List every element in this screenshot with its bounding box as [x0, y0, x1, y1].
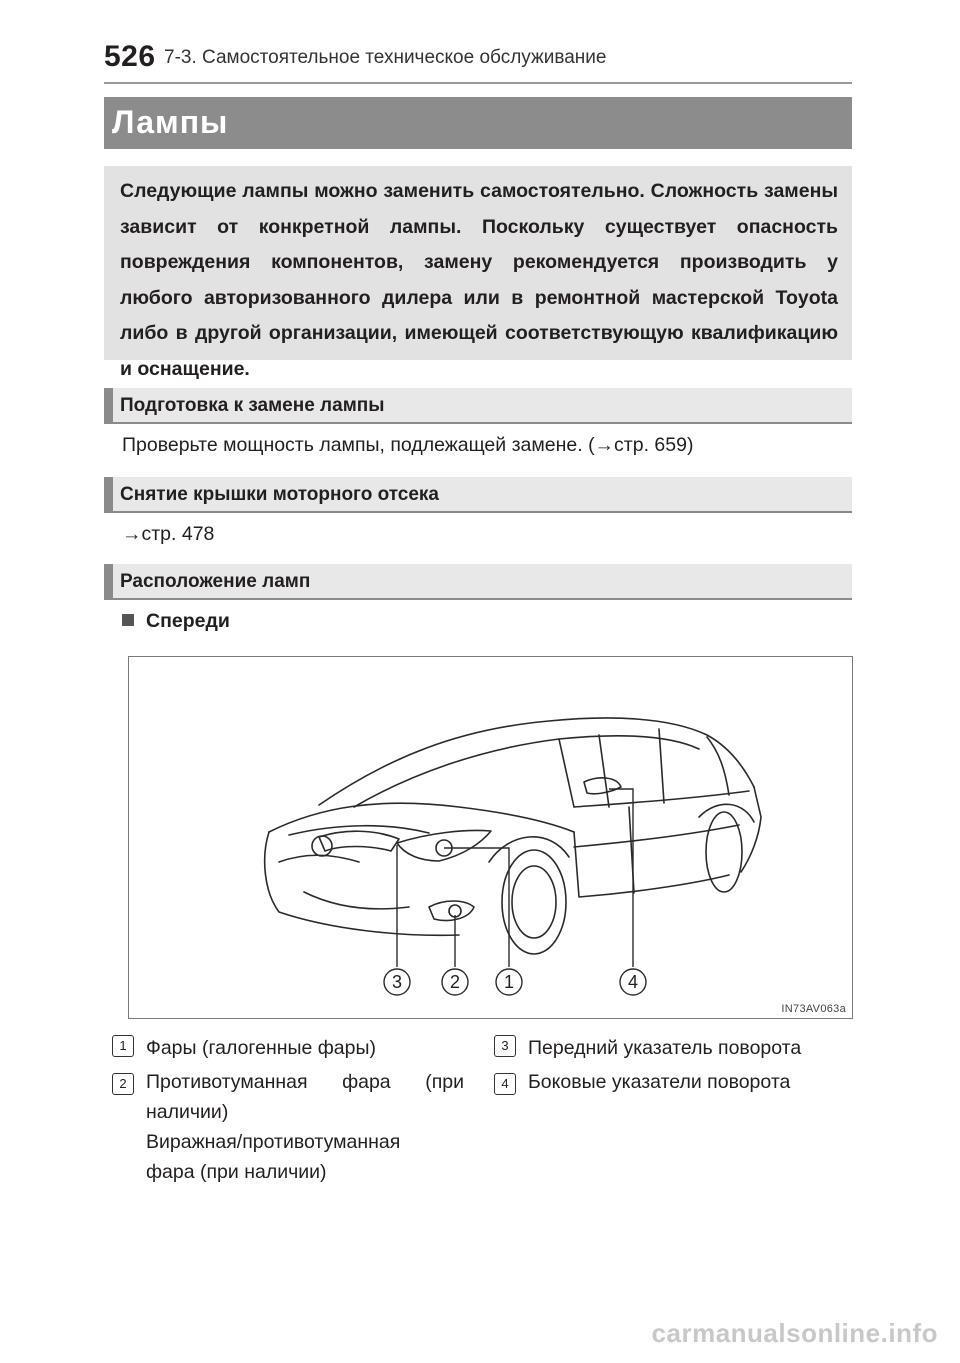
windshield-top [354, 736, 699, 807]
section-marker [104, 388, 113, 424]
front-bumper [265, 832, 459, 935]
legend-text-2-line4: фара (при наличии) [146, 1161, 327, 1183]
callout-1: 1 [503, 972, 515, 992]
illustration-code: IN73AV063a [781, 1003, 846, 1015]
page-number: 526 [104, 40, 156, 73]
hood-line [289, 826, 429, 835]
legend-number-1: 1 [112, 1035, 134, 1057]
section-header-engine-cover [104, 477, 852, 513]
callout-4: 4 [627, 972, 639, 992]
legend-text-2-line2: наличии) [146, 1101, 229, 1123]
subheading-front [122, 610, 230, 633]
section-body-preparation: Проверьте мощность лампы, подлежащей замене. (→стр. 659) [122, 434, 694, 456]
section-marker [104, 564, 113, 600]
square-bullet-icon [122, 614, 134, 626]
legend-text-3: Передний указатель поворота [528, 1037, 802, 1059]
a-pillar [559, 739, 574, 807]
rear-corner [741, 787, 761, 872]
legend-text-4: Боковые указатели поворота [528, 1071, 791, 1093]
hood-edge [269, 803, 574, 832]
section-body-engine-cover: →стр. 478 [122, 523, 215, 545]
callout-2: 2 [449, 972, 461, 992]
section-heading: Подготовка к замене лампы [120, 395, 385, 416]
legend-number-2: 2 [112, 1073, 134, 1095]
section-header-preparation [104, 388, 852, 424]
intro-text: Следующие лампы можно заменить самостоятельно. Сложность замены зависит от конкретной лампы. Поскольку существует опасность повреждения компонентов, замену рекомендуется производить у любого авторизованного дилера или в ремонтной мастерской Toyota либо в другой организации, имеющей соответствующую квалификацию и оснащение. [120, 180, 838, 380]
leader-line-1 [444, 848, 509, 967]
section-heading: Расположение ламп [120, 571, 311, 592]
lower-grille [304, 892, 409, 909]
section-marker [104, 477, 113, 513]
legend-text-2-line3: Виражная/противотуманная [146, 1131, 401, 1153]
section-header-lamp-locations [104, 564, 852, 600]
rear-wheel [706, 812, 742, 892]
legend-text-2-line1: Противотуманная фара (при [146, 1071, 464, 1093]
subheading-text: Спереди [146, 610, 230, 632]
car-drawing [129, 657, 852, 1018]
front-rim [512, 866, 556, 938]
legend-number-4: 4 [494, 1073, 516, 1095]
header-divider [104, 82, 852, 84]
page-title: Лампы [112, 104, 229, 140]
door-lower [574, 832, 729, 897]
chapter-title: 7-3. Самостоятельное техническое обслуживание [164, 47, 607, 68]
legend-number-3: 3 [494, 1035, 516, 1057]
callout-3: 3 [391, 972, 403, 992]
legend-text-1: Фары (галогенные фары) [146, 1037, 377, 1059]
roof-outline [319, 718, 754, 805]
car-illustration [128, 656, 853, 1019]
c-pillar [707, 737, 729, 795]
front-wheel-arch [489, 837, 569, 862]
side-crease [574, 825, 739, 847]
watermark: carmanualsonline.info [651, 1318, 938, 1348]
side-mirror [584, 778, 621, 794]
fog-lamp-housing [429, 901, 474, 921]
window-divider [599, 735, 609, 807]
section-heading: Снятие крышки моторного отсека [120, 484, 439, 505]
b-pillar [659, 729, 664, 803]
